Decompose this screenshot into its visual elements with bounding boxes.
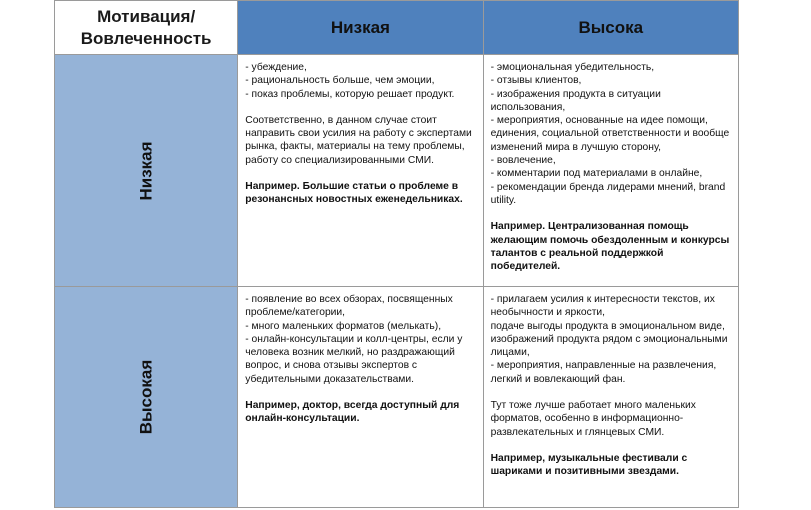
row-header-low [55,55,238,287]
example-note: Например. Централизованная помощь желающим помочь обездоленным и конкурсы талантов с реальной поддержкой победителей. [490,221,730,273]
header-row [55,1,739,55]
bullet-list [491,61,732,207]
corner-line-1: Мотивация/ [97,6,196,26]
cell-low-high [483,55,738,287]
cell-paragraph: Соответственно, в данном случае стоит направить свои усилия на работу с экспертами рынка, факты, материалы на тему проблемы, работу со специализированными СМИ. [245,114,472,166]
column-header-high: Высока [483,1,738,55]
row-header-high [55,287,238,508]
list-item: - комментарии под материалами в онлайне, [490,168,703,180]
list-item: - рекомендации бренда лидерами мнений, brand utility. [490,181,726,206]
list-item: - рациональность больше, чем эмоции, [245,75,435,87]
cell-high-low [238,287,483,508]
list-item: - мероприятия, направленные на развлечения, легкий и вовлекающий фан. [490,360,717,385]
bullet-list [245,61,476,101]
row-label-low: Низкая [136,140,156,201]
row-low-motivation [55,55,739,287]
list-item: - эмоциональная убедительность, [490,62,655,73]
list-item: - изображения продукта в ситуации использования, [490,88,661,113]
list-item: - показ проблемы, которую решает продукт. [245,88,455,100]
row-high-motivation [55,287,739,508]
list-item: - прилагаем усилия к интересности текстов, их необычности и яркости, [490,294,715,319]
list-item: - убеждение, [245,62,307,73]
list-item: - вовлечение, [490,155,556,167]
list-item: - мероприятия, основанные на идее помощи, единения, социальной ответственности и вообще изменений мира в лучшую сторону, [490,115,730,153]
list-item: - много маленьких форматов (мелькать), [245,320,442,332]
example-note: Например, музыкальные фестивали с шариками и позитивными звездами. [490,452,688,478]
cell-high-high [483,287,738,508]
list-item: подаче выгоды продукта в эмоциональном виде, изображений продукта рядом с эмоциональными лицами, [490,320,728,359]
motivation-engagement-matrix [54,0,739,508]
list-item: - появление во всех обзорах, посвященных проблеме/категории, [245,294,453,319]
example-note: Например. Большие статьи о проблеме в резонансных новостных еженедельниках. [245,181,463,206]
cell-paragraph: Тут тоже лучше работает много маленьких форматов, особенно в информационно-развлекательных и глянцевых СМИ. [490,400,696,438]
corner-header [55,1,238,55]
corner-line-2: Вовлеченность [80,28,212,48]
cell-low-low [238,55,483,287]
example-note: Например, доктор, всегда доступный для онлайн-консультации. [245,400,460,425]
column-header-low: Низкая [238,1,483,55]
list-item: - отзывы клиентов, [490,75,582,87]
bullet-list [245,293,476,386]
bullet-list [491,293,732,386]
row-label-high: Высокая [136,359,156,435]
list-item: - онлайн-консультации и колл-центры, если у человека возник мелкий, но раздражающий вопрос, и снова отзывы экспертов с убедительными доказательствами. [245,333,463,385]
